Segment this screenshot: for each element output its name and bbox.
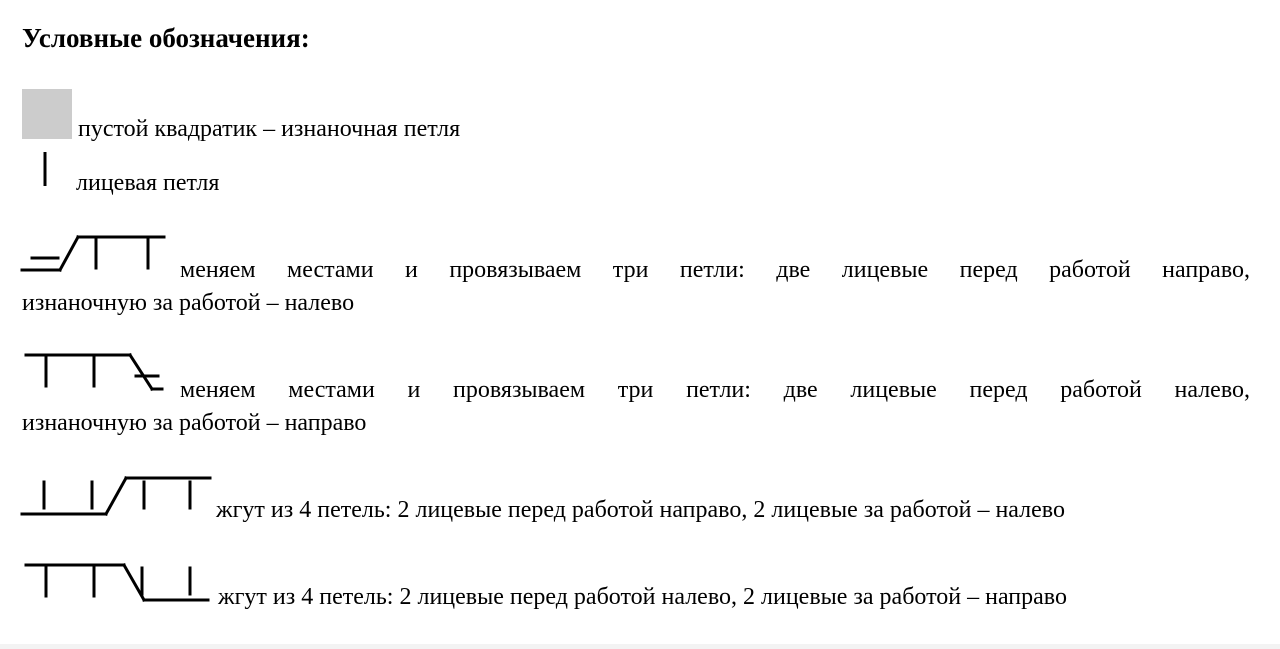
page-title: Условные обозначения: (22, 23, 310, 53)
page-bottom-edge (0, 644, 1280, 649)
legend-text-cross-right-line1: меняем местами и провязываем три петли: две лицевые перед работой направо, (180, 257, 1250, 283)
legend-text-knit: лицевая петля (76, 170, 220, 196)
legend-text-cross-left-line2: изнаночную за работой – направо (22, 410, 367, 436)
legend-text-purl: пустой квадратик – изнаночная петля (78, 116, 461, 142)
knit-stitch-icon (38, 152, 52, 186)
legend-text-cable-left: жгут из 4 петель: 2 лицевые перед работой налево, 2 лицевые за работой – направо (218, 584, 1067, 610)
legend-text-cable-right: жгут из 4 петель: 2 лицевые перед работой направо, 2 лицевые за работой – налево (216, 497, 1065, 523)
cross-left-purl-back-icon (24, 352, 164, 394)
cross-right-purl-back-icon (20, 234, 166, 276)
purl-square-icon (22, 89, 72, 139)
legend-text-cross-right-line2: изнаночную за работой – налево (22, 290, 355, 316)
cable-4-left-icon (24, 562, 210, 606)
cable-4-right-icon (20, 474, 214, 520)
legend-text-cross-left-line1: меняем местами и провязываем три петли: две лицевые перед работой налево, (180, 377, 1250, 403)
